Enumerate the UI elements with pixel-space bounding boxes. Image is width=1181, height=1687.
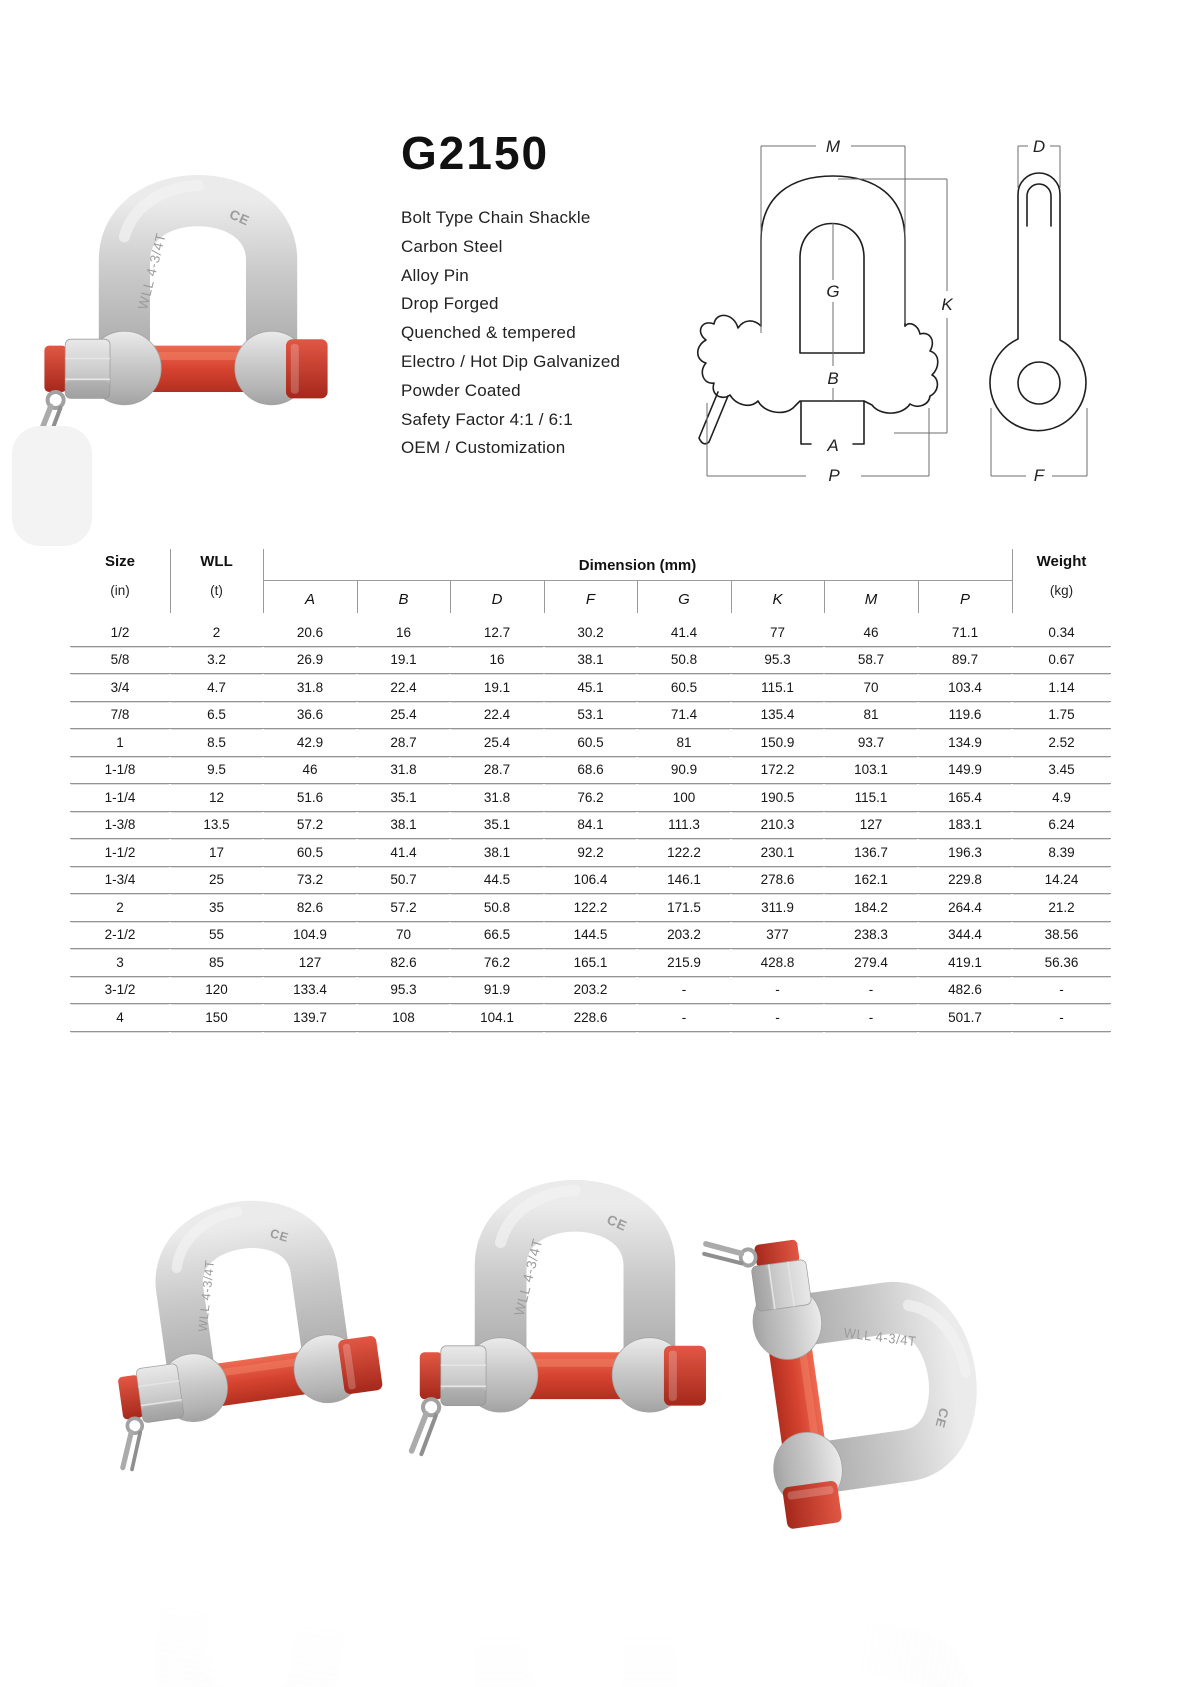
dim-cell: 108 xyxy=(357,1004,450,1032)
header-divider xyxy=(170,549,171,613)
dim-cell: 230.1 xyxy=(731,839,824,867)
dimension-letter: P xyxy=(959,591,970,608)
dim-cell: 103.1 xyxy=(824,757,918,785)
table-row xyxy=(70,977,1111,1005)
product-photo xyxy=(30,96,370,476)
gallery-shackle-center-reflection xyxy=(405,1472,745,1687)
size-cell: 5/8 xyxy=(70,647,170,675)
dim-cell: 60.5 xyxy=(263,839,357,867)
header-divider xyxy=(544,580,545,613)
table-row xyxy=(70,839,1111,867)
dim-cell: 119.6 xyxy=(918,702,1012,730)
dimension-letter: G xyxy=(678,591,690,608)
dim-cell: 127 xyxy=(824,812,918,840)
table-row xyxy=(70,867,1111,895)
side-view-outline xyxy=(990,173,1086,431)
wll-cell: 85 xyxy=(170,949,263,977)
gallery-shackle-right-reflection xyxy=(678,1532,1072,1687)
size-cell: 2 xyxy=(70,894,170,922)
dim-cell: 93.7 xyxy=(824,729,918,757)
header-dimension-group xyxy=(263,557,1012,574)
dim-cell: 28.7 xyxy=(450,757,544,785)
dim-cell: 22.4 xyxy=(450,702,544,730)
dim-cell: 81 xyxy=(637,729,731,757)
dim-cell: 150.9 xyxy=(731,729,824,757)
weight-cell: - xyxy=(1012,1004,1111,1032)
dim-cell: 146.1 xyxy=(637,867,731,895)
dim-cell: 60.5 xyxy=(544,729,637,757)
dim-cell: - xyxy=(731,977,824,1005)
gallery-shackle-left-reflection xyxy=(72,1447,427,1687)
header-weight-label: Weight xyxy=(1036,553,1087,570)
spec-data-table xyxy=(70,619,1111,1032)
dim-cell: 46 xyxy=(263,757,357,785)
wll-cell: 8.5 xyxy=(170,729,263,757)
dim-cell: 81 xyxy=(824,702,918,730)
feature-item: Carbon Steel xyxy=(401,236,503,256)
dim-cell: 135.4 xyxy=(731,702,824,730)
dim-cell: 38.1 xyxy=(544,647,637,675)
wll-cell: 2 xyxy=(170,619,263,647)
dim-cell: 76.2 xyxy=(450,949,544,977)
dim-label-b: B xyxy=(827,369,839,388)
dim-cell: 77 xyxy=(731,619,824,647)
feature-item: Bolt Type Chain Shackle xyxy=(401,208,591,227)
dim-cell: - xyxy=(731,1004,824,1032)
dim-cell: 41.4 xyxy=(637,619,731,647)
dim-cell: 42.9 xyxy=(263,729,357,757)
dim-cell: 19.1 xyxy=(450,674,544,702)
dim-cell: 184.2 xyxy=(824,894,918,922)
dim-cell: 28.7 xyxy=(357,729,450,757)
weight-cell: 0.67 xyxy=(1012,647,1111,675)
size-cell: 1-1/4 xyxy=(70,784,170,812)
table-row xyxy=(70,784,1111,812)
header-weight-unit: (kg) xyxy=(1049,583,1074,598)
dim-cell: 139.7 xyxy=(263,1004,357,1032)
dim-cell: 38.1 xyxy=(357,812,450,840)
header-divider xyxy=(357,580,358,613)
weight-cell: 3.45 xyxy=(1012,757,1111,785)
wll-cell: 13.5 xyxy=(170,812,263,840)
header-weight xyxy=(1012,553,1111,598)
feature-list xyxy=(401,204,651,463)
dim-cell: 104.1 xyxy=(450,1004,544,1032)
dim-cell: 103.4 xyxy=(918,674,1012,702)
dimension-letter: K xyxy=(772,591,783,608)
dim-cell: 73.2 xyxy=(263,867,357,895)
dim-cell: 58.7 xyxy=(824,647,918,675)
size-cell: 3 xyxy=(70,949,170,977)
dim-cell: 115.1 xyxy=(731,674,824,702)
dim-cell: 264.4 xyxy=(918,894,1012,922)
weight-cell: 21.2 xyxy=(1012,894,1111,922)
dim-cell: 70 xyxy=(357,922,450,950)
dim-cell: 20.6 xyxy=(263,619,357,647)
weight-cell: 14.24 xyxy=(1012,867,1111,895)
weight-cell: 2.52 xyxy=(1012,729,1111,757)
dim-cell: 76.2 xyxy=(544,784,637,812)
dim-cell: 100 xyxy=(637,784,731,812)
dim-cell: 501.7 xyxy=(918,1004,1012,1032)
dim-label-f: F xyxy=(1033,466,1045,485)
size-cell: 3-1/2 xyxy=(70,977,170,1005)
dim-cell: 26.9 xyxy=(263,647,357,675)
dim-cell: 377 xyxy=(731,922,824,950)
spec-table xyxy=(70,505,1111,1035)
header-divider xyxy=(918,580,919,613)
dim-cell: 172.2 xyxy=(731,757,824,785)
dim-cell: 31.8 xyxy=(263,674,357,702)
gallery-shackle-left xyxy=(72,1108,427,1495)
dim-label-a: A xyxy=(827,436,839,455)
dim-cell: 22.4 xyxy=(357,674,450,702)
weight-cell: 56.36 xyxy=(1012,949,1111,977)
dim-cell: 31.8 xyxy=(357,757,450,785)
dim-cell: 144.5 xyxy=(544,922,637,950)
header-dimension-label: Dimension (mm) xyxy=(578,557,697,574)
dim-cell: 82.6 xyxy=(263,894,357,922)
dimension-letter: M xyxy=(864,591,878,608)
wll-cell: 17 xyxy=(170,839,263,867)
dim-cell: 16 xyxy=(450,647,544,675)
wll-cell: 120 xyxy=(170,977,263,1005)
front-view-cotter-pin xyxy=(699,392,728,444)
dim-label-d: D xyxy=(1032,137,1046,156)
dim-line-p xyxy=(707,403,929,476)
dim-label-k: K xyxy=(941,295,953,314)
header-size-label: Size xyxy=(104,553,135,570)
wll-cell: 55 xyxy=(170,922,263,950)
dim-cell: 71.1 xyxy=(918,619,1012,647)
dim-cell: 419.1 xyxy=(918,949,1012,977)
size-cell: 1-1/2 xyxy=(70,839,170,867)
dim-label-g: G xyxy=(826,282,840,301)
header-divider xyxy=(637,580,638,613)
product-title: G2150 xyxy=(401,127,550,179)
dim-cell: 278.6 xyxy=(731,867,824,895)
dim-cell: 228.6 xyxy=(544,1004,637,1032)
weight-cell: 38.56 xyxy=(1012,922,1111,950)
dim-cell: 53.1 xyxy=(544,702,637,730)
dim-cell: 115.1 xyxy=(824,784,918,812)
header-divider xyxy=(824,580,825,613)
dim-cell: 50.8 xyxy=(450,894,544,922)
dim-cell: 82.6 xyxy=(357,949,450,977)
dim-cell: 127 xyxy=(263,949,357,977)
wll-cell: 6.5 xyxy=(170,702,263,730)
size-cell: 1-3/4 xyxy=(70,867,170,895)
dim-cell: 91.9 xyxy=(450,977,544,1005)
table-row xyxy=(70,702,1111,730)
dim-cell: 92.2 xyxy=(544,839,637,867)
dim-cell: - xyxy=(637,977,731,1005)
side-view-pin-hole xyxy=(1018,362,1060,404)
dim-cell: 44.5 xyxy=(450,867,544,895)
dim-cell: 171.5 xyxy=(637,894,731,922)
header-divider xyxy=(450,580,451,613)
dim-cell: 70 xyxy=(824,674,918,702)
size-cell: 7/8 xyxy=(70,702,170,730)
weight-cell: 1.14 xyxy=(1012,674,1111,702)
dim-cell: 57.2 xyxy=(357,894,450,922)
dim-cell: 162.1 xyxy=(824,867,918,895)
gallery-photo-left xyxy=(95,1128,405,1687)
dim-cell: 238.3 xyxy=(824,922,918,950)
table-row xyxy=(70,949,1111,977)
weight-cell: 0.34 xyxy=(1012,619,1111,647)
feature-item: Alloy Pin xyxy=(401,265,469,285)
dim-cell: 89.7 xyxy=(918,647,1012,675)
title-block xyxy=(401,126,651,463)
dim-cell: 50.7 xyxy=(357,867,450,895)
feature-item: Safety Factor 4:1 / 6:1 xyxy=(401,409,573,429)
dim-cell: 203.2 xyxy=(637,922,731,950)
dim-cell: - xyxy=(824,1004,918,1032)
size-cell: 1-3/8 xyxy=(70,812,170,840)
dim-cell: 229.8 xyxy=(918,867,1012,895)
dim-cell: 210.3 xyxy=(731,812,824,840)
dimension-letter: D xyxy=(491,591,503,608)
header-wll-label: WLL xyxy=(200,553,233,570)
wll-cell: 3.2 xyxy=(170,647,263,675)
dim-cell: 41.4 xyxy=(357,839,450,867)
dim-cell: - xyxy=(637,1004,731,1032)
dimension-letter: F xyxy=(585,591,596,608)
table-row xyxy=(70,757,1111,785)
table-row xyxy=(70,812,1111,840)
table-row xyxy=(70,674,1111,702)
dimension-letter: B xyxy=(398,591,409,608)
dim-cell: 344.4 xyxy=(918,922,1012,950)
dim-cell: 50.8 xyxy=(637,647,731,675)
dim-cell: 95.3 xyxy=(357,977,450,1005)
weight-cell: 1.75 xyxy=(1012,702,1111,730)
dim-cell: 46 xyxy=(824,619,918,647)
dimension-letter: A xyxy=(304,591,315,608)
dim-cell: 57.2 xyxy=(263,812,357,840)
dim-cell: 122.2 xyxy=(544,894,637,922)
header-size-unit: (in) xyxy=(110,583,130,598)
dim-cell: 311.9 xyxy=(731,894,824,922)
dim-cell: 196.3 xyxy=(918,839,1012,867)
weight-cell: 4.9 xyxy=(1012,784,1111,812)
dim-cell: 35.1 xyxy=(450,812,544,840)
front-view-pin-assembly-left xyxy=(698,315,800,412)
gallery-photo-center xyxy=(405,1100,745,1687)
dim-cell: 122.2 xyxy=(637,839,731,867)
dim-cell: 66.5 xyxy=(450,922,544,950)
header-wll-unit: (t) xyxy=(210,583,223,598)
dim-cell: 136.7 xyxy=(824,839,918,867)
dim-label-m: M xyxy=(825,137,841,156)
table-row xyxy=(70,922,1111,950)
dim-cell: 19.1 xyxy=(357,647,450,675)
dim-cell: 60.5 xyxy=(637,674,731,702)
wll-cell: 9.5 xyxy=(170,757,263,785)
product-photo-shackle xyxy=(30,96,366,472)
feature-item: Electro / Hot Dip Galvanized xyxy=(401,351,621,371)
dim-cell: 51.6 xyxy=(263,784,357,812)
gallery-photo-right xyxy=(705,1195,1045,1687)
dim-cell: 31.8 xyxy=(450,784,544,812)
size-cell: 1 xyxy=(70,729,170,757)
header-divider xyxy=(1012,549,1013,613)
dim-cell: 35.1 xyxy=(357,784,450,812)
dim-cell: 190.5 xyxy=(731,784,824,812)
header-wll xyxy=(170,553,263,598)
dim-cell: 25.4 xyxy=(357,702,450,730)
dim-cell: 111.3 xyxy=(637,812,731,840)
feature-item: Powder Coated xyxy=(401,380,521,400)
size-cell: 4 xyxy=(70,1004,170,1032)
dim-cell: 149.9 xyxy=(918,757,1012,785)
dim-cell: 12.7 xyxy=(450,619,544,647)
dim-cell: 165.4 xyxy=(918,784,1012,812)
wll-cell: 4.7 xyxy=(170,674,263,702)
weight-cell: 8.39 xyxy=(1012,839,1111,867)
feature-item: OEM / Customization xyxy=(401,438,566,458)
dim-cell: 71.4 xyxy=(637,702,731,730)
dim-cell: 90.9 xyxy=(637,757,731,785)
dim-cell: 134.9 xyxy=(918,729,1012,757)
dim-cell: 183.1 xyxy=(918,812,1012,840)
dim-cell: 30.2 xyxy=(544,619,637,647)
header-divider xyxy=(731,580,732,613)
dim-cell: 38.1 xyxy=(450,839,544,867)
table-row xyxy=(70,1004,1111,1032)
table-row xyxy=(70,894,1111,922)
technical-drawing xyxy=(648,108,1128,498)
size-cell: 2-1/2 xyxy=(70,922,170,950)
dim-cell: 133.4 xyxy=(263,977,357,1005)
dim-cell: 279.4 xyxy=(824,949,918,977)
dim-cell: 215.9 xyxy=(637,949,731,977)
side-view-inner-contour xyxy=(1027,184,1051,226)
dim-cell: 36.6 xyxy=(263,702,357,730)
header-size xyxy=(70,553,170,598)
dim-cell: 104.9 xyxy=(263,922,357,950)
dim-cell: 16 xyxy=(357,619,450,647)
dim-label-p: P xyxy=(828,466,840,485)
weight-cell: - xyxy=(1012,977,1111,1005)
wll-cell: 12 xyxy=(170,784,263,812)
wll-cell: 150 xyxy=(170,1004,263,1032)
size-cell: 3/4 xyxy=(70,674,170,702)
wll-cell: 35 xyxy=(170,894,263,922)
size-cell: 1/2 xyxy=(70,619,170,647)
spec-table-body xyxy=(70,619,1111,1032)
dim-cell: 106.4 xyxy=(544,867,637,895)
dim-cell: 428.8 xyxy=(731,949,824,977)
gallery-shackle-right xyxy=(678,1192,1072,1577)
dim-cell: 68.6 xyxy=(544,757,637,785)
dim-cell: 45.1 xyxy=(544,674,637,702)
dim-cell: 165.1 xyxy=(544,949,637,977)
front-view-pin-assembly-right xyxy=(864,324,938,413)
feature-item: Drop Forged xyxy=(401,294,499,314)
dim-cell: 95.3 xyxy=(731,647,824,675)
dim-cell: 84.1 xyxy=(544,812,637,840)
table-row xyxy=(70,647,1111,675)
dim-cell: 25.4 xyxy=(450,729,544,757)
weight-cell: 6.24 xyxy=(1012,812,1111,840)
size-cell: 1-1/8 xyxy=(70,757,170,785)
dim-cell: 203.2 xyxy=(544,977,637,1005)
dim-cell: - xyxy=(824,977,918,1005)
table-row xyxy=(70,729,1111,757)
table-row xyxy=(70,619,1111,647)
feature-item: Quenched & tempered xyxy=(401,323,576,343)
wll-cell: 25 xyxy=(170,867,263,895)
dim-cell: 482.6 xyxy=(918,977,1012,1005)
